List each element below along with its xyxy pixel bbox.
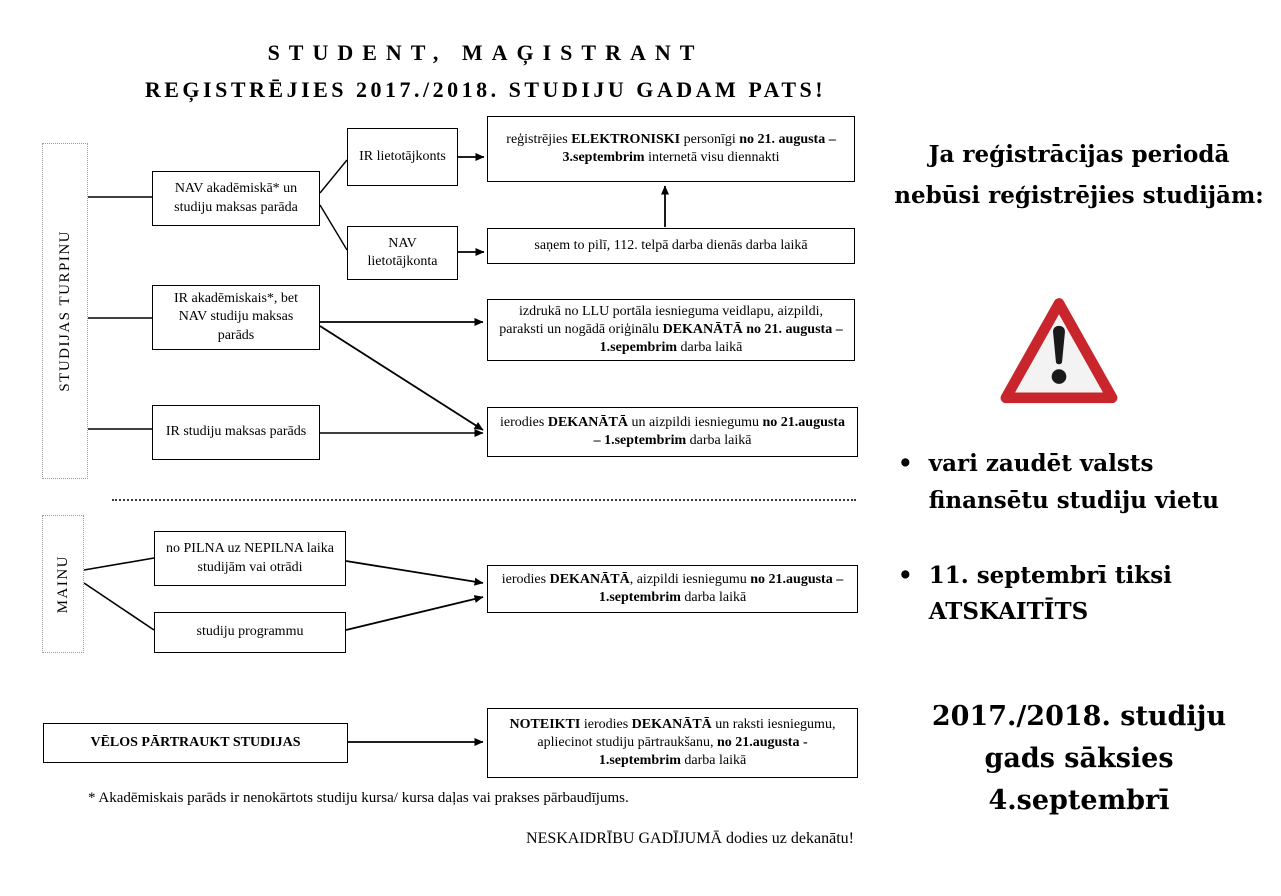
box-ir-akademiskais <box>152 285 320 350</box>
edge-nav-akad-to-ir-lietotajkonts <box>320 160 347 193</box>
edge-ir-akad-to-ierodies1 <box>320 326 483 430</box>
box-registrejies-elektroniski <box>487 116 855 182</box>
box-studiju-programmu <box>154 612 346 653</box>
box-studiju-programmu-text: studiju programmu <box>196 624 304 640</box>
warning-exclamation-dot <box>1052 369 1067 384</box>
footnote: * Akadēmiskais parāds ir nenokārtots studiju kursa/ kursa daļas vai prakses pārbaudījums. <box>88 790 629 806</box>
edge-group-change-to-programmu <box>84 583 154 630</box>
box-ierodies-dekanata-1-text: ierodies DEKANĀTĀ un aizpildi iesniegumu no 21.augusta – 1.septembrim darba laikā <box>500 414 845 448</box>
warning-bullet-1-text: vari zaudēt valsts finansētu studiju vietu <box>928 450 1219 514</box>
page-title-line2: REĢISTRĒJIES 2017./2018. STUDIJU GADAM PATS! <box>144 77 827 102</box>
box-ir-studiju-parads-text: IR studiju maksas parāds <box>165 424 307 440</box>
warning-bullet-2-text: 11. septembrī tiksi ATSKAITĪTS <box>928 561 1172 626</box>
box-pilna-nepilna-text: no PILNA uz NEPILNA laika studijām vai otrādi <box>166 541 334 575</box>
edge-nav-akad-to-nav-lietotajkonta <box>320 205 347 250</box>
bottom-note: NESKAIDRĪBU GADĪJUMĀ dodies uz dekanātu! <box>526 830 854 847</box>
group-label-studijas-turpinu <box>42 143 88 479</box>
warning-bullet-2 <box>898 558 1270 632</box>
box-ierodies-dekanata-2-text: ierodies DEKANĀTĀ, aizpildi iesniegumu no 21.augusta – 1.septembrim darba laikā <box>501 571 844 605</box>
box-nav-akademiska <box>152 171 320 226</box>
box-pilna-nepilna <box>154 531 346 586</box>
bullet-dot-icon: • <box>898 450 913 477</box>
section-divider <box>112 499 856 501</box>
box-ir-akademiskais-text: IR akadēmiskais*, bet NAV studiju maksas parāds <box>173 291 299 343</box>
box-velos-partraukt-text: VĒLOS PĀRTRAUKT STUDIJAS <box>90 734 301 750</box>
group-label-mainu-text: MAINU <box>54 554 71 614</box>
box-nav-lietotajkonta-text: NAV lietotājkonta <box>367 235 438 269</box>
study-year-start-note: 2017./2018. studiju gads sāksies 4.septembrī <box>931 701 1227 816</box>
edge-group-change-to-pilna-nepilna <box>84 558 154 570</box>
box-noteikti-ierodies <box>487 708 858 778</box>
group-label-studijas-turpinu-text: STUDIJAS TURPINU <box>56 230 73 392</box>
box-ir-lietotajkonts <box>347 128 458 186</box>
box-nav-akademiska-text: NAV akadēmiskā* un studiju maksas parāda <box>174 181 298 215</box>
box-izdruka-llu <box>487 299 855 361</box>
box-sanem-to-pili-text: saņem to pilī, 112. telpā darba dienās darba laikā <box>534 237 808 253</box>
group-label-mainu <box>42 515 84 653</box>
warning-heading: Ja reģistrācijas periodā nebūsi reģistrējies studijām: <box>894 141 1264 210</box>
page-title <box>0 40 971 103</box>
warning-bullet-list <box>898 446 1270 669</box>
bullet-dot-icon: • <box>898 561 913 589</box>
edge-programmu-to-ierodies2 <box>346 597 483 630</box>
box-ir-lietotajkonts-text: IR lietotājkonts <box>359 148 446 164</box>
box-ierodies-dekanata-2 <box>487 565 858 613</box>
warning-bullet-1 <box>898 446 1270 520</box>
box-noteikti-ierodies-text: NOTEIKTI ierodies DEKANĀTĀ un raksti iesniegumu, apliecinot studiju pārtraukšanu, no 21.augusta - 1.septembrim darba laikā <box>509 716 836 769</box>
box-ir-studiju-parads <box>152 405 320 460</box>
warning-triangle-icon <box>1000 292 1118 414</box>
box-sanem-to-pili <box>487 228 855 264</box>
box-ierodies-dekanata-1 <box>487 407 858 457</box>
box-velos-partraukt <box>43 723 348 763</box>
box-nav-lietotajkonta <box>347 226 458 280</box>
box-izdruka-llu-text: izdrukā no LLU portāla iesnieguma veidlapu, aizpildi, paraksti un nogādā oriģinālu DEKANĀTĀ no 21. augusta – 1.sepembrim darba laikā <box>499 303 843 356</box>
edge-pilna-nepilna-to-ierodies2 <box>346 561 483 583</box>
box-registrejies-elektroniski-text: reģistrējies ELEKTRONISKI personīgi no 21. augusta – 3.septembrim internetā visu diennakti <box>506 131 836 165</box>
page-title-line1: STUDENT, MAĢISTRANT <box>267 40 704 65</box>
